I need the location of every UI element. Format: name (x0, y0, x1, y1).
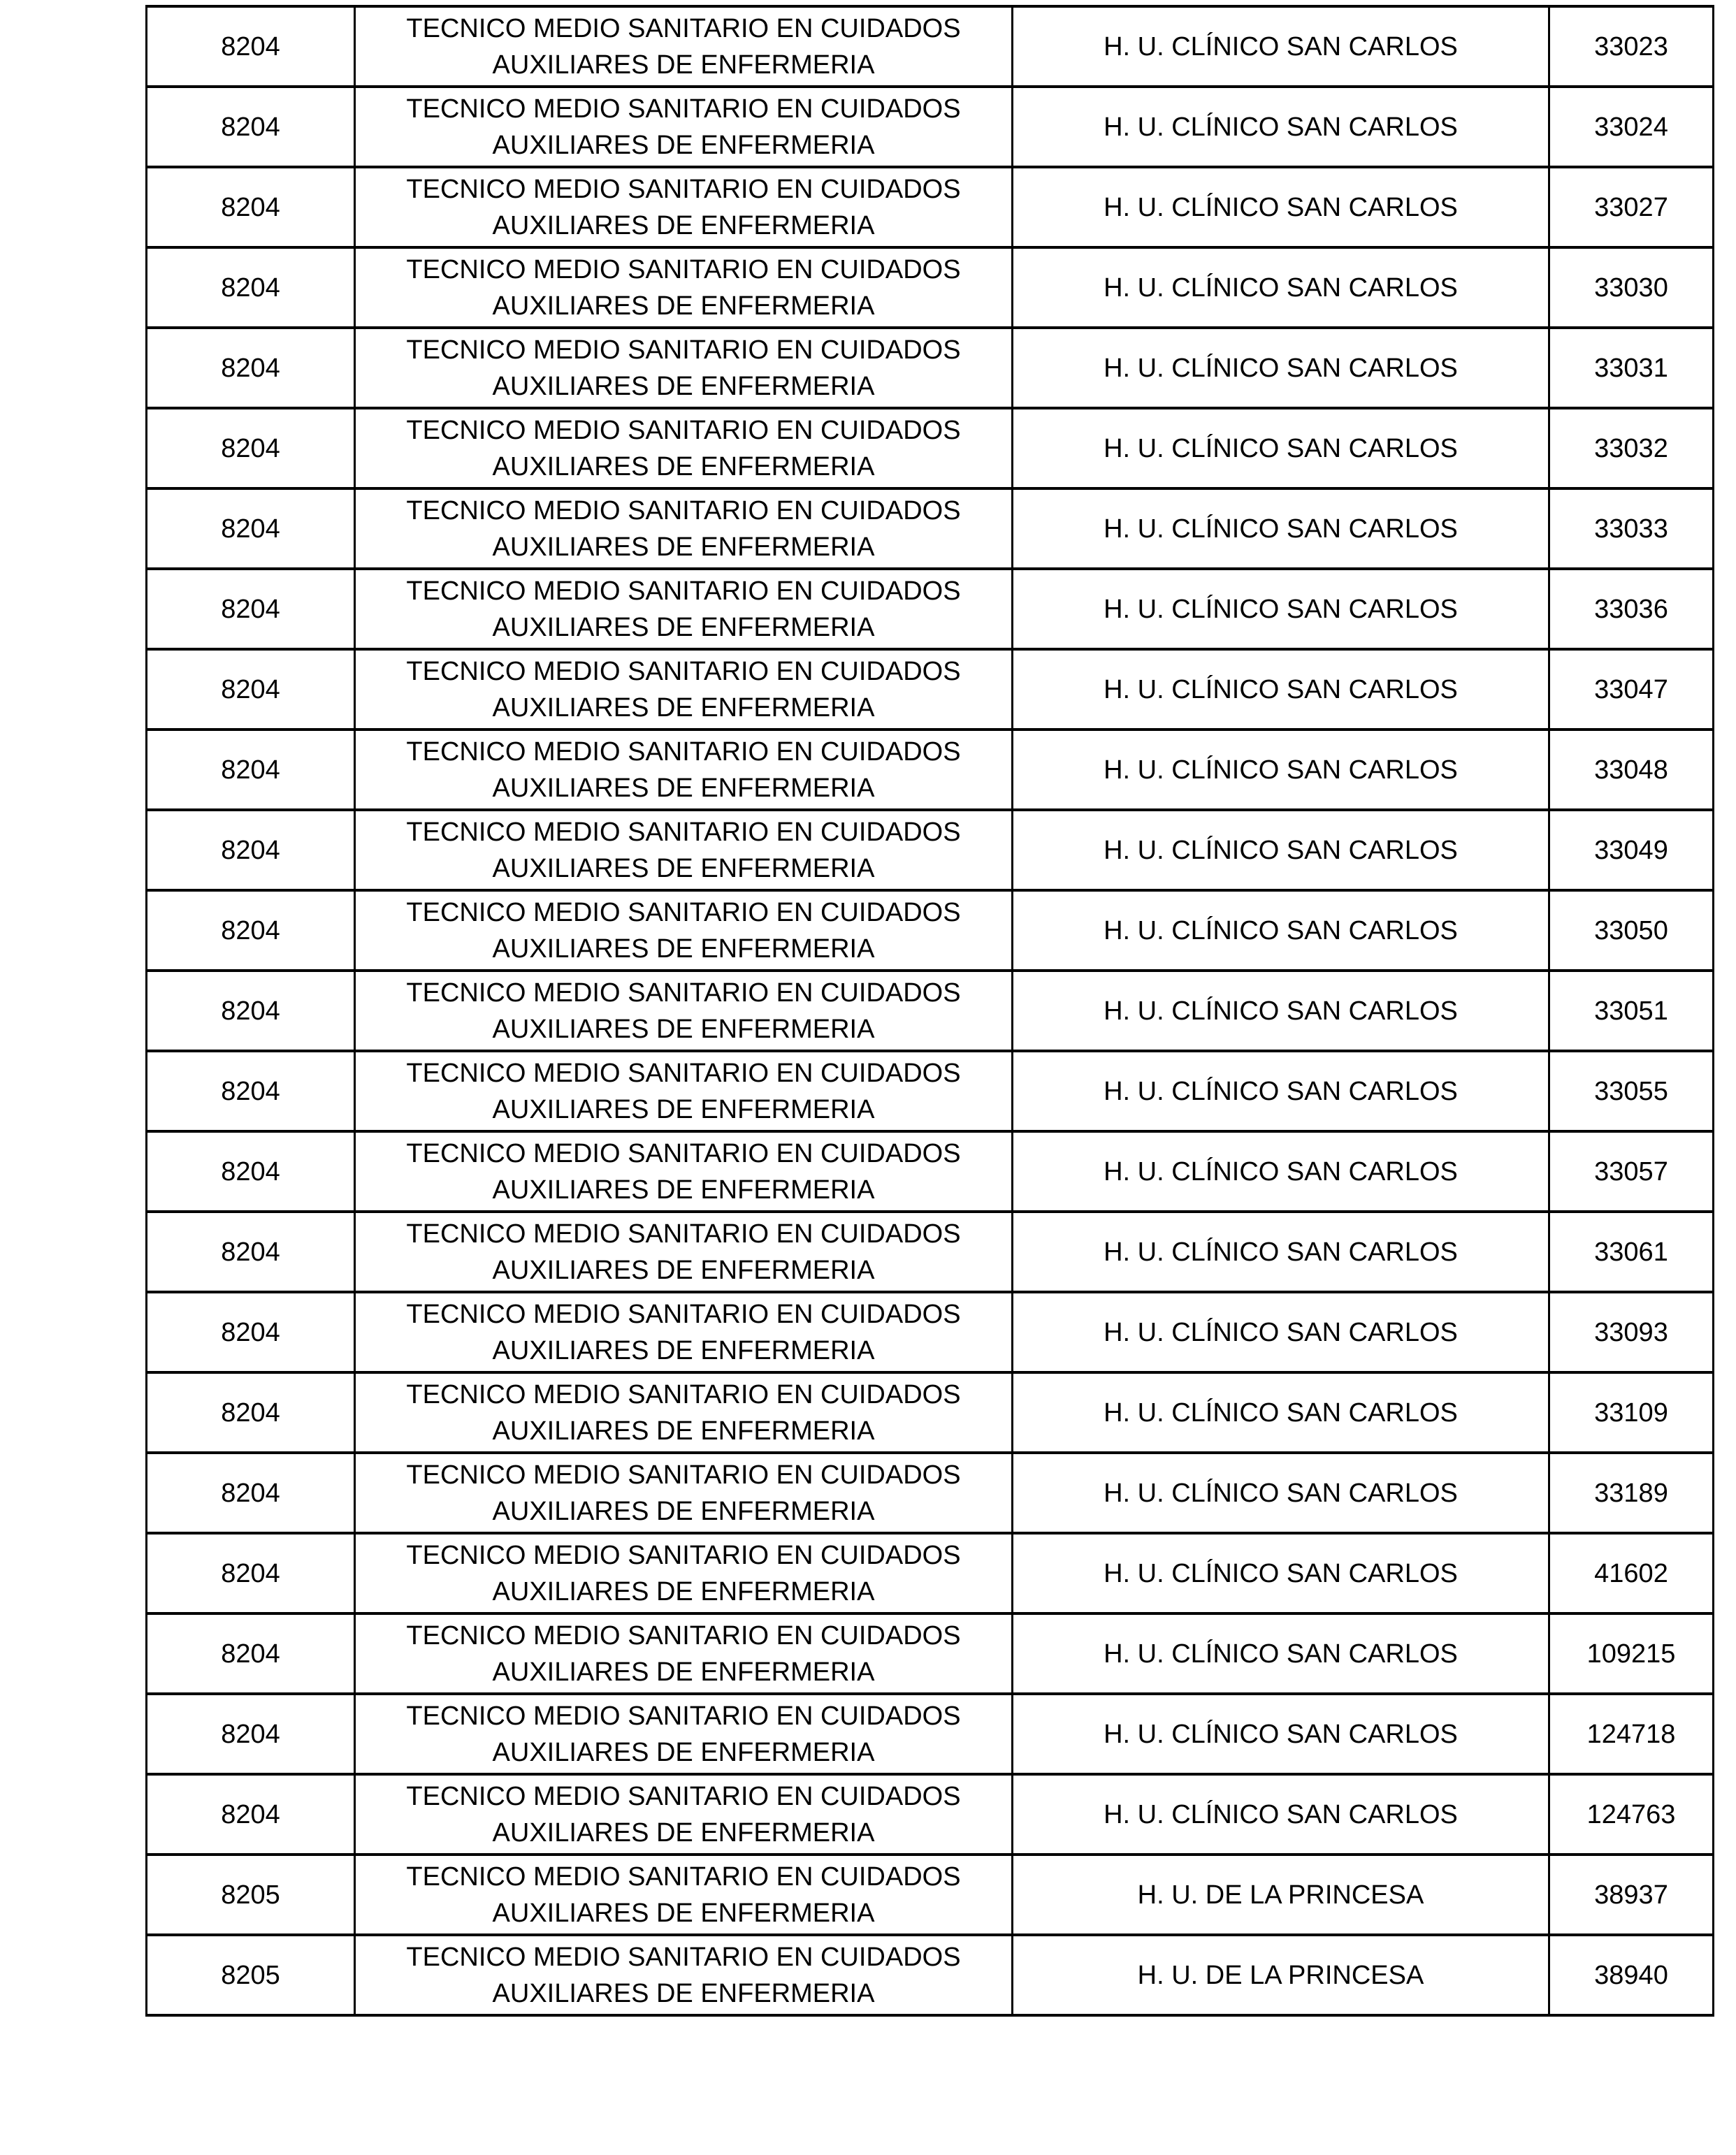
category-line-1: TECNICO MEDIO SANITARIO EN CUIDADOS (406, 1701, 961, 1731)
number-cell: 33024 (1549, 87, 1714, 167)
category-cell (355, 971, 1013, 1051)
category-line-2: AUXILIARES DE ENFERMERIA (492, 1416, 875, 1446)
category-line-2: AUXILIARES DE ENFERMERIA (492, 1817, 875, 1848)
category-line-2: AUXILIARES DE ENFERMERIA (492, 50, 875, 80)
code-cell: 8204 (147, 1613, 355, 1694)
hospital-cell: H. U. CLÍNICO SAN CARLOS (1013, 649, 1549, 730)
table-row (147, 1372, 1714, 1453)
number-cell: 33093 (1549, 1292, 1714, 1372)
category-line-1: TECNICO MEDIO SANITARIO EN CUIDADOS (406, 1219, 961, 1249)
code-cell: 8204 (147, 1774, 355, 1855)
number-cell: 38940 (1549, 1935, 1714, 2015)
category-line-1: TECNICO MEDIO SANITARIO EN CUIDADOS (406, 1862, 961, 1892)
table-row (147, 971, 1714, 1051)
hospital-cell: H. U. CLÍNICO SAN CARLOS (1013, 1453, 1549, 1533)
category-line-1: TECNICO MEDIO SANITARIO EN CUIDADOS (406, 1379, 961, 1409)
category-line-2: AUXILIARES DE ENFERMERIA (492, 1335, 875, 1365)
category-line-2: AUXILIARES DE ENFERMERIA (492, 371, 875, 401)
number-cell: 33036 (1549, 569, 1714, 649)
table-row (147, 1613, 1714, 1694)
code-cell: 8204 (147, 810, 355, 890)
category-line-2: AUXILIARES DE ENFERMERIA (492, 1898, 875, 1928)
table-row (147, 1292, 1714, 1372)
category-line-1: TECNICO MEDIO SANITARIO EN CUIDADOS (406, 1540, 961, 1570)
category-line-2: AUXILIARES DE ENFERMERIA (492, 1094, 875, 1124)
category-line-1: TECNICO MEDIO SANITARIO EN CUIDADOS (406, 978, 961, 1008)
code-cell: 8204 (147, 890, 355, 971)
category-line-2: AUXILIARES DE ENFERMERIA (492, 291, 875, 321)
category-line-1: TECNICO MEDIO SANITARIO EN CUIDADOS (406, 576, 961, 606)
category-line-1: TECNICO MEDIO SANITARIO EN CUIDADOS (406, 656, 961, 686)
number-cell: 33033 (1549, 488, 1714, 569)
table-row (147, 1533, 1714, 1613)
category-cell (355, 1855, 1013, 1935)
table-row (147, 87, 1714, 167)
category-line-2: AUXILIARES DE ENFERMERIA (492, 451, 875, 481)
category-line-2: AUXILIARES DE ENFERMERIA (492, 130, 875, 160)
code-cell: 8205 (147, 1855, 355, 1935)
category-cell (355, 1694, 1013, 1774)
category-cell (355, 1453, 1013, 1533)
number-cell: 33027 (1549, 167, 1714, 247)
category-cell (355, 6, 1013, 87)
table-row (147, 730, 1714, 810)
category-line-1: TECNICO MEDIO SANITARIO EN CUIDADOS (406, 495, 961, 525)
category-line-2: AUXILIARES DE ENFERMERIA (492, 612, 875, 642)
category-line-1: TECNICO MEDIO SANITARIO EN CUIDADOS (406, 1942, 961, 1972)
category-cell (355, 328, 1013, 408)
hospital-cell: H. U. CLÍNICO SAN CARLOS (1013, 1292, 1549, 1372)
hospital-cell: H. U. DE LA PRINCESA (1013, 1935, 1549, 2015)
hospital-cell: H. U. CLÍNICO SAN CARLOS (1013, 6, 1549, 87)
table-row (147, 408, 1714, 488)
code-cell: 8204 (147, 569, 355, 649)
table-row (147, 1694, 1714, 1774)
category-cell (355, 1212, 1013, 1292)
number-cell: 33030 (1549, 247, 1714, 328)
category-line-2: AUXILIARES DE ENFERMERIA (492, 1657, 875, 1687)
number-cell: 33032 (1549, 408, 1714, 488)
hospital-cell: H. U. CLÍNICO SAN CARLOS (1013, 1774, 1549, 1855)
code-cell: 8204 (147, 408, 355, 488)
table-row (147, 1212, 1714, 1292)
table-row (147, 649, 1714, 730)
number-cell: 33049 (1549, 810, 1714, 890)
category-cell (355, 1935, 1013, 2015)
category-cell (355, 247, 1013, 328)
category-cell (355, 890, 1013, 971)
category-cell (355, 488, 1013, 569)
code-cell: 8205 (147, 1935, 355, 2015)
category-line-1: TECNICO MEDIO SANITARIO EN CUIDADOS (406, 415, 961, 445)
table-row (147, 1131, 1714, 1212)
category-line-1: TECNICO MEDIO SANITARIO EN CUIDADOS (406, 174, 961, 204)
category-line-1: TECNICO MEDIO SANITARIO EN CUIDADOS (406, 1058, 961, 1088)
category-cell (355, 810, 1013, 890)
hospital-cell: H. U. CLÍNICO SAN CARLOS (1013, 1372, 1549, 1453)
code-cell: 8204 (147, 247, 355, 328)
category-line-2: AUXILIARES DE ENFERMERIA (492, 1255, 875, 1285)
category-cell (355, 167, 1013, 247)
category-cell (355, 87, 1013, 167)
category-line-2: AUXILIARES DE ENFERMERIA (492, 1496, 875, 1526)
category-cell (355, 730, 1013, 810)
number-cell: 124718 (1549, 1694, 1714, 1774)
hospital-cell: H. U. CLÍNICO SAN CARLOS (1013, 488, 1549, 569)
number-cell: 33031 (1549, 328, 1714, 408)
category-line-1: TECNICO MEDIO SANITARIO EN CUIDADOS (406, 737, 961, 767)
hospital-cell: H. U. CLÍNICO SAN CARLOS (1013, 328, 1549, 408)
positions-table (145, 5, 1714, 2017)
number-cell: 33055 (1549, 1051, 1714, 1131)
category-cell (355, 1372, 1013, 1453)
table-row (147, 810, 1714, 890)
hospital-cell: H. U. CLÍNICO SAN CARLOS (1013, 1051, 1549, 1131)
table-row (147, 488, 1714, 569)
category-line-2: AUXILIARES DE ENFERMERIA (492, 532, 875, 562)
hospital-cell: H. U. CLÍNICO SAN CARLOS (1013, 1212, 1549, 1292)
table-row (147, 247, 1714, 328)
code-cell: 8204 (147, 649, 355, 730)
category-line-2: AUXILIARES DE ENFERMERIA (492, 1175, 875, 1205)
number-cell: 33189 (1549, 1453, 1714, 1533)
table-row (147, 1855, 1714, 1935)
category-line-1: TECNICO MEDIO SANITARIO EN CUIDADOS (406, 335, 961, 365)
code-cell: 8204 (147, 328, 355, 408)
number-cell: 33048 (1549, 730, 1714, 810)
code-cell: 8204 (147, 6, 355, 87)
category-line-1: TECNICO MEDIO SANITARIO EN CUIDADOS (406, 1620, 961, 1650)
code-cell: 8204 (147, 1533, 355, 1613)
number-cell: 33051 (1549, 971, 1714, 1051)
code-cell: 8204 (147, 971, 355, 1051)
hospital-cell: H. U. CLÍNICO SAN CARLOS (1013, 730, 1549, 810)
category-cell (355, 1533, 1013, 1613)
category-line-2: AUXILIARES DE ENFERMERIA (492, 1978, 875, 2008)
code-cell: 8204 (147, 1212, 355, 1292)
number-cell: 33023 (1549, 6, 1714, 87)
category-cell (355, 1613, 1013, 1694)
category-line-2: AUXILIARES DE ENFERMERIA (492, 773, 875, 803)
hospital-cell: H. U. CLÍNICO SAN CARLOS (1013, 1533, 1549, 1613)
category-cell (355, 1131, 1013, 1212)
category-line-2: AUXILIARES DE ENFERMERIA (492, 853, 875, 883)
code-cell: 8204 (147, 87, 355, 167)
hospital-cell: H. U. DE LA PRINCESA (1013, 1855, 1549, 1935)
hospital-cell: H. U. CLÍNICO SAN CARLOS (1013, 569, 1549, 649)
category-line-1: TECNICO MEDIO SANITARIO EN CUIDADOS (406, 817, 961, 847)
hospital-cell: H. U. CLÍNICO SAN CARLOS (1013, 167, 1549, 247)
category-line-1: TECNICO MEDIO SANITARIO EN CUIDADOS (406, 94, 961, 124)
table-row (147, 328, 1714, 408)
hospital-cell: H. U. CLÍNICO SAN CARLOS (1013, 408, 1549, 488)
category-line-1: TECNICO MEDIO SANITARIO EN CUIDADOS (406, 1781, 961, 1811)
number-cell: 33047 (1549, 649, 1714, 730)
category-line-2: AUXILIARES DE ENFERMERIA (492, 210, 875, 240)
table-row (147, 1774, 1714, 1855)
category-cell (355, 1774, 1013, 1855)
category-line-1: TECNICO MEDIO SANITARIO EN CUIDADOS (406, 13, 961, 43)
category-line-1: TECNICO MEDIO SANITARIO EN CUIDADOS (406, 1460, 961, 1490)
number-cell: 33057 (1549, 1131, 1714, 1212)
category-line-2: AUXILIARES DE ENFERMERIA (492, 1737, 875, 1767)
number-cell: 41602 (1549, 1533, 1714, 1613)
category-line-1: TECNICO MEDIO SANITARIO EN CUIDADOS (406, 897, 961, 927)
category-line-2: AUXILIARES DE ENFERMERIA (492, 934, 875, 964)
category-line-1: TECNICO MEDIO SANITARIO EN CUIDADOS (406, 1299, 961, 1329)
table-row (147, 1453, 1714, 1533)
category-line-1: TECNICO MEDIO SANITARIO EN CUIDADOS (406, 1138, 961, 1168)
category-line-2: AUXILIARES DE ENFERMERIA (492, 1576, 875, 1606)
code-cell: 8204 (147, 1372, 355, 1453)
table-row (147, 167, 1714, 247)
number-cell: 33061 (1549, 1212, 1714, 1292)
category-cell (355, 569, 1013, 649)
hospital-cell: H. U. CLÍNICO SAN CARLOS (1013, 1694, 1549, 1774)
hospital-cell: H. U. CLÍNICO SAN CARLOS (1013, 890, 1549, 971)
number-cell: 33050 (1549, 890, 1714, 971)
hospital-cell: H. U. CLÍNICO SAN CARLOS (1013, 971, 1549, 1051)
number-cell: 33109 (1549, 1372, 1714, 1453)
code-cell: 8204 (147, 1292, 355, 1372)
hospital-cell: H. U. CLÍNICO SAN CARLOS (1013, 1613, 1549, 1694)
code-cell: 8204 (147, 1453, 355, 1533)
code-cell: 8204 (147, 730, 355, 810)
hospital-cell: H. U. CLÍNICO SAN CARLOS (1013, 87, 1549, 167)
table-row (147, 6, 1714, 87)
category-line-2: AUXILIARES DE ENFERMERIA (492, 692, 875, 723)
number-cell: 38937 (1549, 1855, 1714, 1935)
table-row (147, 569, 1714, 649)
category-line-1: TECNICO MEDIO SANITARIO EN CUIDADOS (406, 254, 961, 284)
code-cell: 8204 (147, 167, 355, 247)
table-body (147, 6, 1714, 2015)
code-cell: 8204 (147, 1131, 355, 1212)
category-cell (355, 408, 1013, 488)
number-cell: 124763 (1549, 1774, 1714, 1855)
table-row (147, 890, 1714, 971)
category-cell (355, 649, 1013, 730)
category-line-2: AUXILIARES DE ENFERMERIA (492, 1014, 875, 1044)
table-row (147, 1935, 1714, 2015)
code-cell: 8204 (147, 1051, 355, 1131)
hospital-cell: H. U. CLÍNICO SAN CARLOS (1013, 810, 1549, 890)
hospital-cell: H. U. CLÍNICO SAN CARLOS (1013, 247, 1549, 328)
hospital-cell: H. U. CLÍNICO SAN CARLOS (1013, 1131, 1549, 1212)
code-cell: 8204 (147, 1694, 355, 1774)
category-cell (355, 1292, 1013, 1372)
code-cell: 8204 (147, 488, 355, 569)
number-cell: 109215 (1549, 1613, 1714, 1694)
table-row (147, 1051, 1714, 1131)
category-cell (355, 1051, 1013, 1131)
